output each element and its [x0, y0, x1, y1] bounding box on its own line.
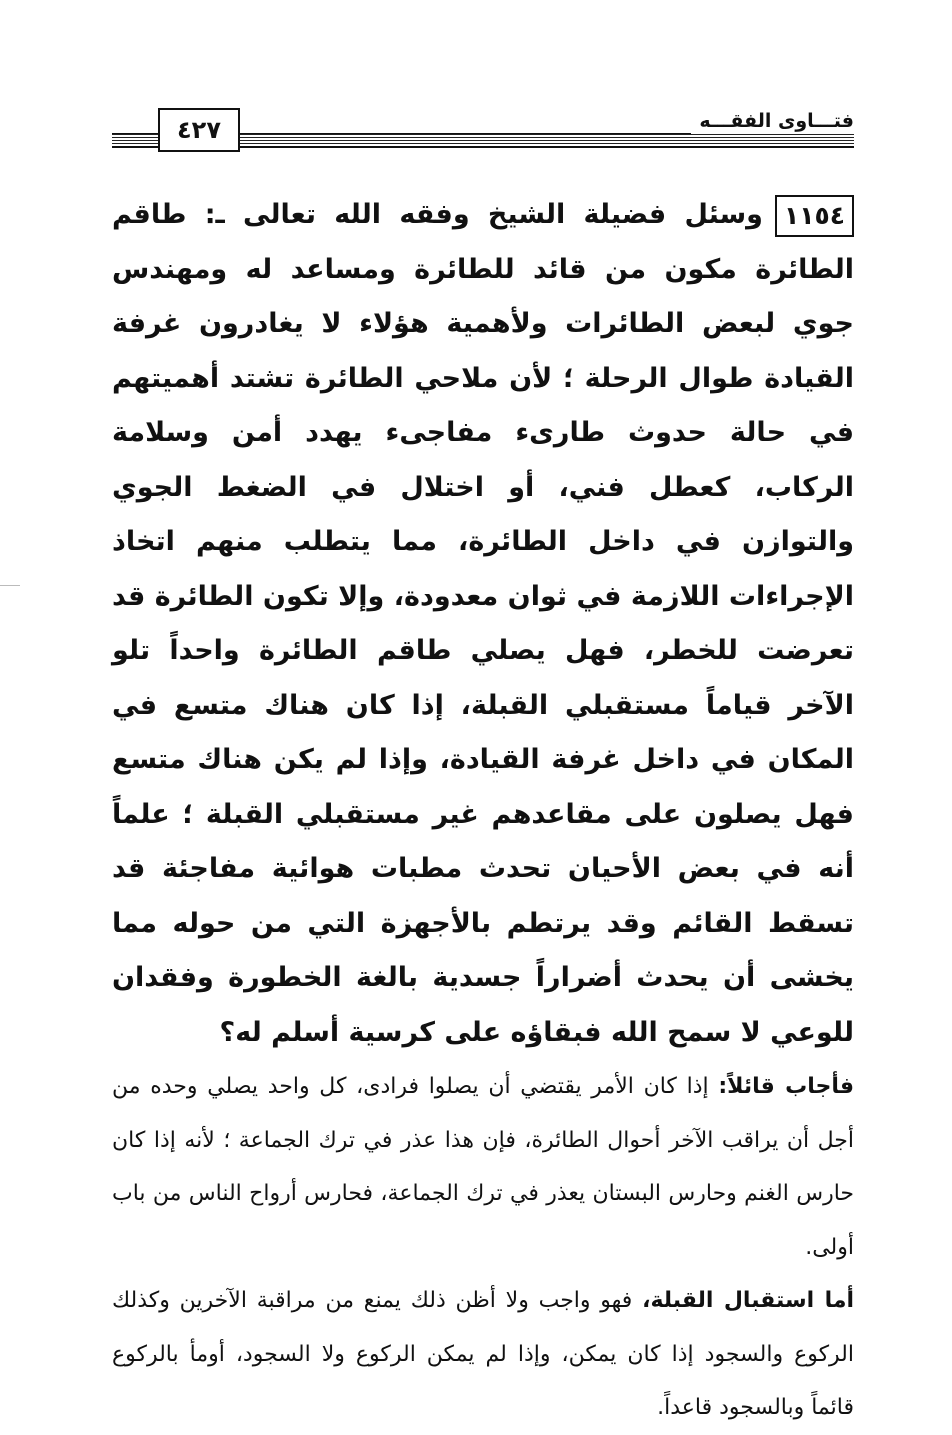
answer-lead: فأجاب قائلاً: — [718, 1074, 855, 1099]
scan-margin-mark — [0, 585, 20, 586]
question-paragraph — [112, 188, 854, 1060]
question-text: وسئل فضيلة الشيخ وفقه الله تعالى ـ: طاقم الطائرة مكون من قائد للطائرة ومساعد له ومهندس جوي لبعض الطائرات ولأهمية هؤلاء لا يغادرون غرفة القيادة طوال الرحلة ؛ لأن ملاحي الطائرة تشتد أهميتهم في حالة حدوث طارىء مفاجىء يهدد أمن وسلامة الركاب، كعطل فني، أو اختلال في الضغط الجوي والتوازن في داخل الطائرة، مما يتطلب منهم اتخاذ الإجراءات اللازمة في ثوان معدودة، وإلا تكون الطائرة قد تعرضت للخطر، فهل يصلي طاقم الطائرة واحداً تلو الآخر قياماً مستقبلي القبلة، إذا كان هناك متسع في المكان في داخل غرفة القيادة، وإذا لم يكن هناك متسع فهل يصلون على مقاعدهم غير مستقبلي القبلة ؛ علماً أنه في بعض الأحيان تحدث مطبات هوائية مفاجئة قد تسقط القائم وقد يرتطم بالأجهزة التي من حوله مما يخشى أن يحدث أضراراً جسدية بالغة الخطورة وفقدان للوعي لا سمح الله فبقاؤه على كرسية أسلم له؟ — [112, 199, 854, 1048]
fatwa-number: ١١٥٤ — [775, 195, 854, 237]
answer-paragraph-2 — [112, 1274, 854, 1435]
answer2-lead: أما استقبال القبلة، — [642, 1288, 855, 1313]
page-header — [112, 108, 854, 154]
main-text — [112, 188, 854, 1435]
book-title: فتـــاوى الفقـــه — [691, 108, 854, 134]
page-number: ٤٢٧ — [158, 108, 240, 152]
answer2-text: فهو واجب ولا أظن ذلك يمنع من مراقبة الآخرين وكذلك الركوع والسجود إذا كان يمكن، وإذا لم يمكن الركوع ولا السجود، أومأ بالركوع قائماً وبالسجود قاعداً. — [112, 1288, 854, 1420]
answer-paragraph — [112, 1060, 854, 1274]
answer-text: إذا كان الأمر يقتضي أن يصلوا فرادى، كل واحد يصلي وحده من أجل أن يراقب الآخر أحوال الطائرة، فإن هذا عذر في ترك الجماعة ؛ لأنه إذا كان حارس الغنم وحارس البستان يعذر في ترك الجماعة، فحارس أرواح الناس من باب أولى. — [112, 1074, 854, 1260]
